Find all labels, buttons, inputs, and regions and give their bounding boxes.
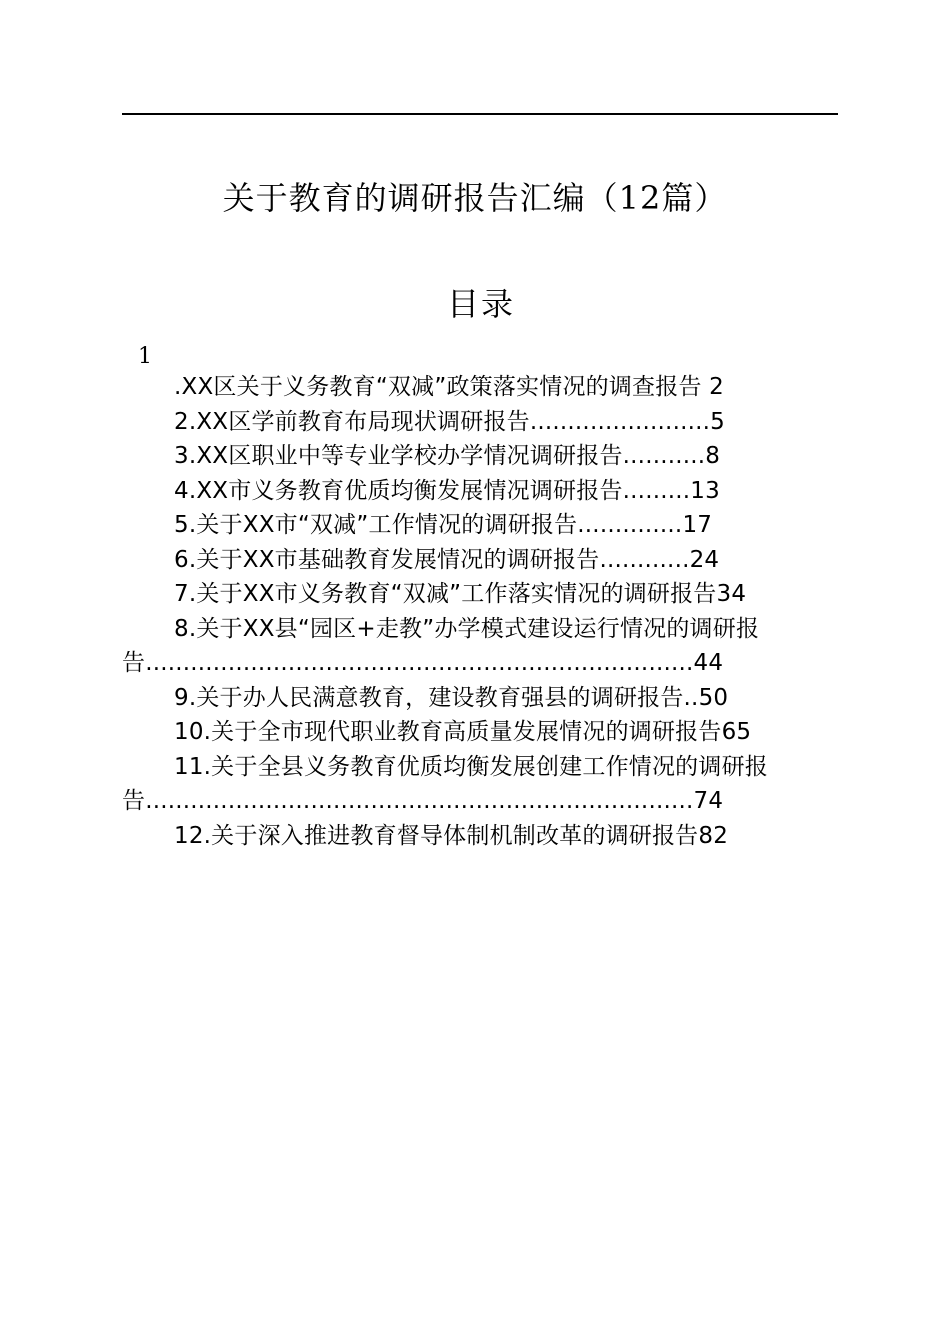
toc-entry-text: 8.关于XX县“园区+走教”办学模式建设运行情况的调研报	[174, 615, 760, 642]
toc-entry-text: 7.关于XX市义务教育“双减”工作落实情况的调研报告34	[174, 581, 747, 607]
toc-entry-5[interactable]	[122, 508, 838, 543]
toc-entry-continuation: 告.........................................................................74	[122, 788, 724, 814]
toc-entry-text: .XX区关于义务教育“双减”政策落实情况的调查报告 2	[174, 374, 724, 400]
toc-entry-6[interactable]	[122, 543, 838, 578]
toc-entry-text: 3.XX区职业中等专业学校办学情况调研报告...........8	[174, 443, 721, 469]
toc-entry-text: 2.XX区学前教育布局现状调研报告........................5	[174, 408, 725, 435]
toc-entry-text: 5.关于XX市“双减”工作情况的调研报告..............17	[174, 512, 713, 538]
toc-entry-4[interactable]	[122, 474, 838, 509]
toc-entry-text: 9.关于办人民满意教育，建设教育强县的调研报告..50	[174, 684, 729, 711]
table-of-contents	[122, 370, 838, 853]
toc-entry-text: 4.XX市义务教育优质均衡发展情况调研报告.........13	[174, 477, 720, 504]
toc-entry-11[interactable]	[122, 750, 838, 819]
title-suffix: 篇）	[661, 179, 728, 217]
toc-entry-1[interactable]	[122, 370, 838, 405]
toc-entry-2[interactable]	[122, 405, 838, 440]
header-rule	[122, 113, 838, 115]
toc-entry-10[interactable]	[122, 715, 838, 750]
toc-entry-text: 12.关于深入推进教育督导体制机制改革的调研报告82	[174, 822, 729, 849]
toc-entry-3[interactable]	[122, 439, 838, 474]
toc-heading: 目录	[446, 285, 515, 323]
document-title	[0, 176, 950, 220]
toc-lead-number: 1	[138, 344, 152, 369]
toc-entry-text: 10.关于全市现代职业教育高质量发展情况的调研报告65	[174, 719, 752, 745]
title-prefix: 关于教育的调研报告汇编（	[222, 179, 619, 217]
title-count: 12	[618, 179, 662, 217]
toc-entry-8[interactable]	[122, 612, 838, 681]
toc-entry-text: 6.关于XX市基础教育发展情况的调研报告............24	[174, 546, 720, 573]
toc-entry-9[interactable]	[122, 681, 838, 716]
toc-entry-7[interactable]	[122, 577, 838, 612]
toc-entry-text: 11.关于全县义务教育优质均衡发展创建工作情况的调研报	[174, 753, 768, 780]
toc-entry-12[interactable]	[122, 819, 838, 854]
toc-entry-continuation: 告.........................................................................44	[122, 650, 724, 676]
